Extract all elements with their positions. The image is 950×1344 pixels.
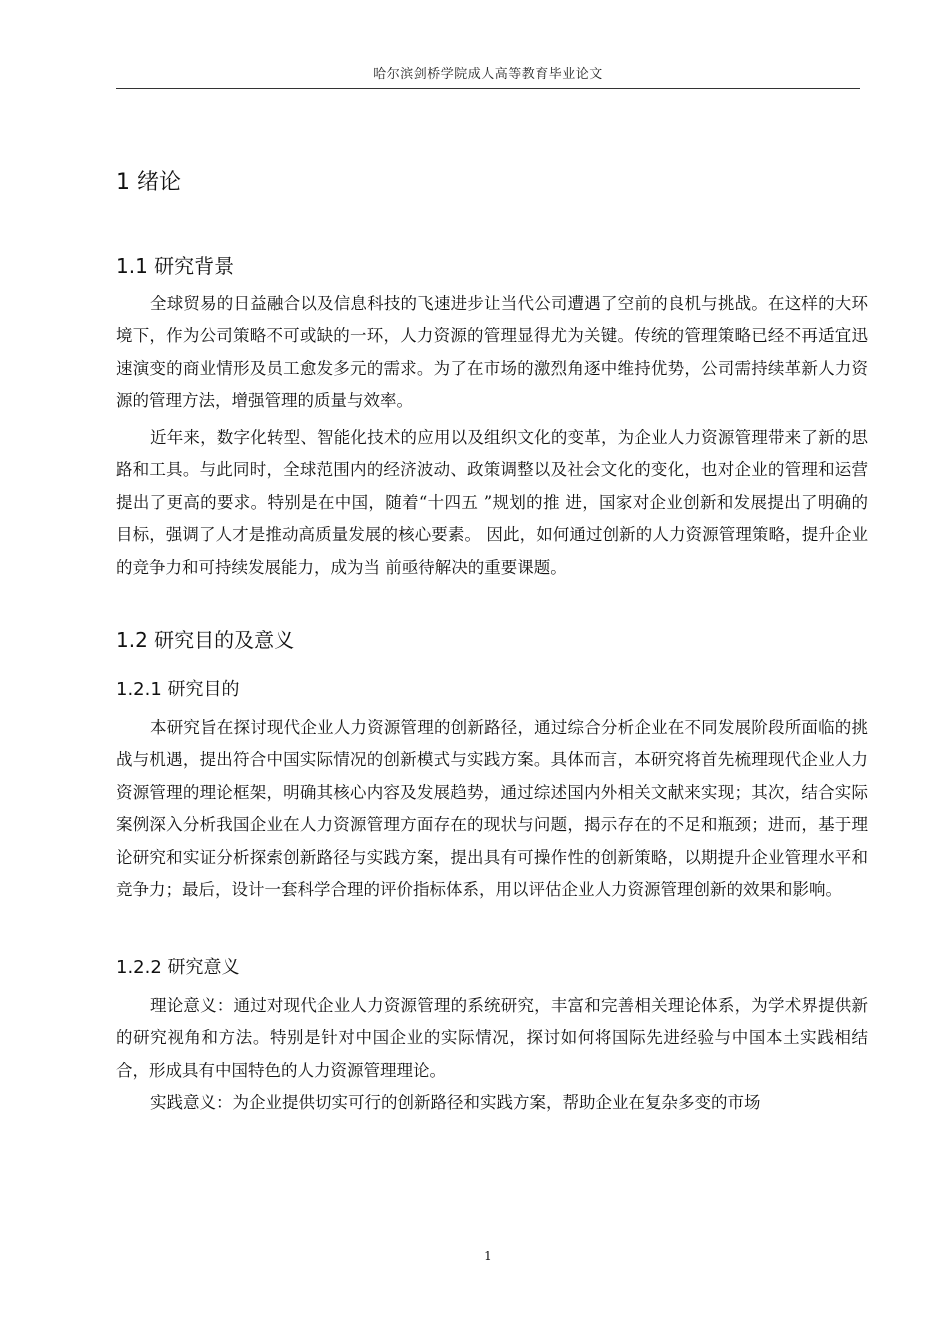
paragraph-purpose: 本研究旨在探讨现代企业人力资源管理的创新路径，通过综合分析企业在不同发展阶段所面临的挑战与机遇，提出符合中国实际情况的创新模式与实践方案。具体而言，本研究将首先梳理现代企业人力资源管理的理论框架，明确其核心内容及发展趋势，通过综述国内外相关文献来实现；其次，结合实际案例深入分析我国企业在人力资源管理方面存在的现状与问题，揭示存在的不足和瓶颈；进而，基于理论研究和实证分析探索创新路径与实践方案，提出具有可操作性的创新策略，以期提升企业管理水平和竞争力；最后，设计一套科学合理的评价指标体系，用以评估企业人力资源管理创新的效果和影响。 <box>116 718 868 900</box>
paragraph-background-2: 近年来，数字化转型、智能化技术的应用以及组织文化的变革，为企业人力资源管理带来了新的思路和工具。与此同时，全球范围内的经济波动、政策调整以及社会文化的变化，也对企业的管理和运营提出了更高的要求。特别是在中国，随着“十四五 ”规划的推 进，国家对企业创新和发展提出了明确的目标，强调了人才是推动高质量发展的核心要素。 因此，如何通过创新的人力资源管理策略，提升企业的竞争力和可持续发展能力，成为当 前亟待解决的重要课题。 <box>116 428 868 577</box>
paragraph-theory-significance: 理论意义：通过对现代企业人力资源管理的系统研究，丰富和完善相关理论体系，为学术界提供新的研究视角和方法。特别是针对中国企业的实际情况，探讨如何将国际先进经验与中国本土实践相结合，形成具有中国特色的人力资源管理理论。 <box>116 996 868 1080</box>
running-header: 哈尔滨剑桥学院成人高等教育毕业论文 <box>373 67 603 82</box>
section-title-1-1: 1.1 研究背景 <box>116 254 235 278</box>
paragraph-background-1: 全球贸易的日益融合以及信息科技的飞速进步让当代公司遭遇了空前的良机与挑战。在这样的大环境下，作为公司策略不可或缺的一环，人力资源的管理显得尤为关键。传统的管理策略已经不再适宜迅速演变的商业情形及员工愈发多元的需求。为了在市场的激烈角逐中维持优势，公司需持续革新人力资源的管理方法，增强管理的质量与效率。 <box>116 294 868 411</box>
chapter-title: 1 绪论 <box>116 170 181 195</box>
section-title-1-2: 1.2 研究目的及意义 <box>116 628 295 652</box>
page-number: 1 <box>484 1249 492 1263</box>
section-title-1-2-2: 1.2.2 研究意义 <box>116 957 240 978</box>
header-rule <box>116 88 860 89</box>
paragraph-practice-significance: 实践意义：为企业提供切实可行的创新路径和实践方案，帮助企业在复杂多变的市场 <box>150 1093 761 1112</box>
section-title-1-2-1: 1.2.1 研究目的 <box>116 679 240 700</box>
